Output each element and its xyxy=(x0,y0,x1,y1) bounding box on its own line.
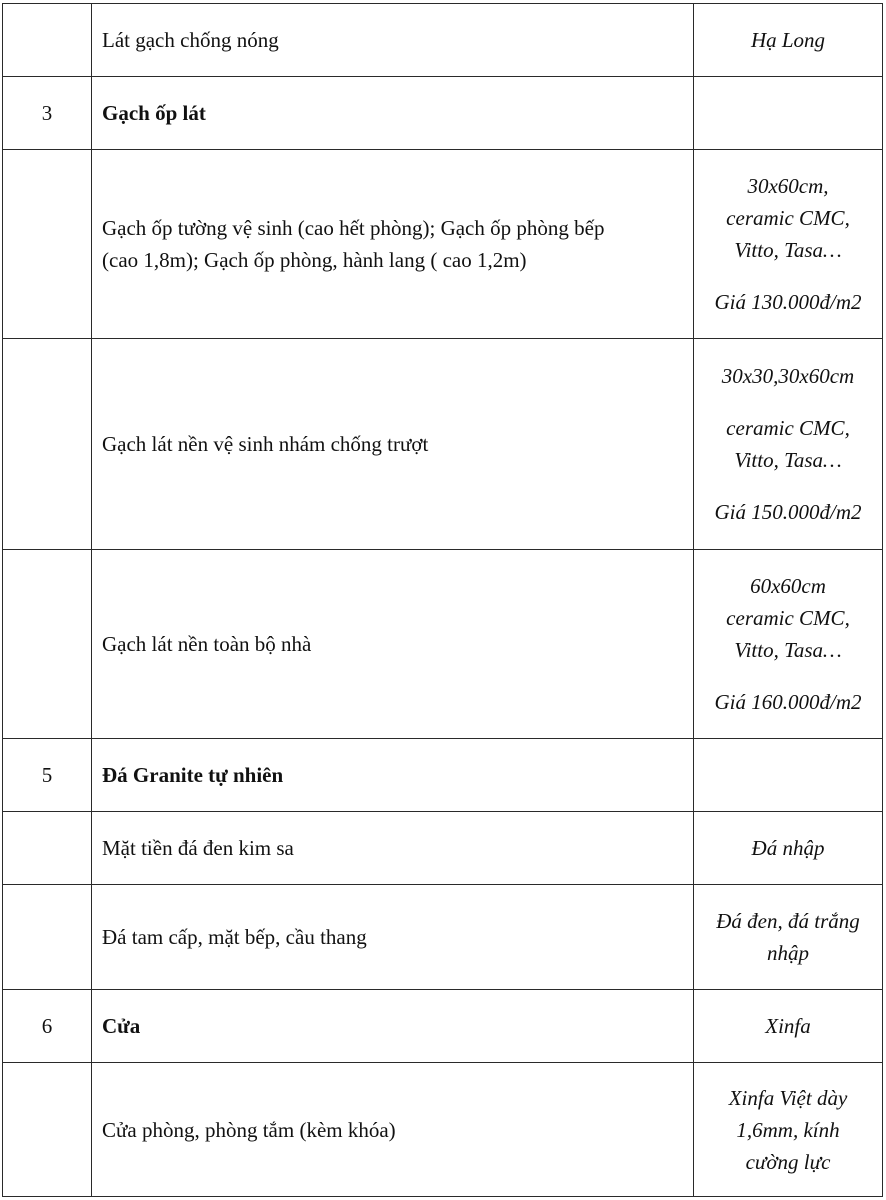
section-heading: Cửa xyxy=(92,990,694,1063)
row-number xyxy=(3,339,92,550)
brand-line: Đá nhập xyxy=(751,836,825,860)
row-number: 6 xyxy=(3,990,92,1063)
brand-spec xyxy=(694,990,883,1063)
brand-line: 1,6mm, kính xyxy=(736,1117,840,1142)
brand-line: Hạ Long xyxy=(750,28,826,52)
section-heading: Đá Granite tự nhiên xyxy=(92,739,694,812)
brand-line: cường lực xyxy=(745,1149,831,1174)
price-label: Giá 130.000đ/m2 xyxy=(714,290,862,314)
row-number xyxy=(3,885,92,990)
brand-spec xyxy=(694,550,883,739)
row-number: 3 xyxy=(3,77,92,150)
item-description: Mặt tiền đá đen kim sa xyxy=(92,812,694,885)
table-row xyxy=(3,339,883,550)
row-number xyxy=(3,1063,92,1197)
row-number xyxy=(3,812,92,885)
row-number xyxy=(3,550,92,739)
brand-spec xyxy=(694,812,883,885)
brand-line: Vitto, Tasa… xyxy=(734,238,842,262)
item-line: Gạch ốp tường vệ sinh (cao hết phòng); Gạch ốp phòng bếp xyxy=(102,216,605,240)
brand-spec xyxy=(694,885,883,990)
size-label: 30x30,30x60cm xyxy=(721,364,855,388)
brand-line: ceramic CMC, xyxy=(726,416,850,440)
brand-line: Vitto, Tasa… xyxy=(734,638,842,662)
table-row xyxy=(3,4,883,77)
price-label: Giá 160.000đ/m2 xyxy=(714,690,862,714)
table-row xyxy=(3,550,883,739)
table-row xyxy=(3,812,883,885)
brand-line: 30x60cm, xyxy=(747,174,829,198)
section-heading: Gạch ốp lát xyxy=(92,77,694,150)
row-number: 5 xyxy=(3,739,92,812)
item-line: (cao 1,8m); Gạch ốp phòng, hành lang ( cao 1,2m) xyxy=(102,248,527,272)
item-description xyxy=(92,150,694,339)
brand-line: ceramic CMC, xyxy=(726,606,850,630)
item-description: Lát gạch chống nóng xyxy=(92,4,694,77)
brand-line: nhập xyxy=(767,941,809,965)
row-number xyxy=(3,4,92,77)
brand-spec xyxy=(694,739,883,812)
item-description: Gạch lát nền vệ sinh nhám chống trượt xyxy=(92,339,694,550)
brand-line: ceramic CMC, xyxy=(726,206,850,230)
brand-spec xyxy=(694,4,883,77)
materials-table xyxy=(2,3,883,1197)
table-row xyxy=(3,885,883,990)
brand-line: Đá đen, đá trắng xyxy=(716,909,860,933)
table-row xyxy=(3,150,883,339)
price-label: Giá 150.000đ/m2 xyxy=(714,500,862,524)
table-row xyxy=(3,990,883,1063)
brand-line: 60x60cm xyxy=(750,574,826,598)
item-description: Đá tam cấp, mặt bếp, cầu thang xyxy=(92,885,694,990)
item-description: Cửa phòng, phòng tắm (kèm khóa) xyxy=(92,1063,694,1197)
table-row xyxy=(3,77,883,150)
table-row xyxy=(3,739,883,812)
brand-line: Vitto, Tasa… xyxy=(734,448,842,472)
brand-spec xyxy=(694,77,883,150)
row-number xyxy=(3,150,92,339)
brand-spec xyxy=(694,1063,883,1197)
item-description: Gạch lát nền toàn bộ nhà xyxy=(92,550,694,739)
brand-line: Xinfa xyxy=(765,1014,811,1038)
table-row xyxy=(3,1063,883,1197)
brand-spec xyxy=(694,339,883,550)
brand-spec xyxy=(694,150,883,339)
brand-line: Xinfa Việt dày xyxy=(728,1085,848,1110)
